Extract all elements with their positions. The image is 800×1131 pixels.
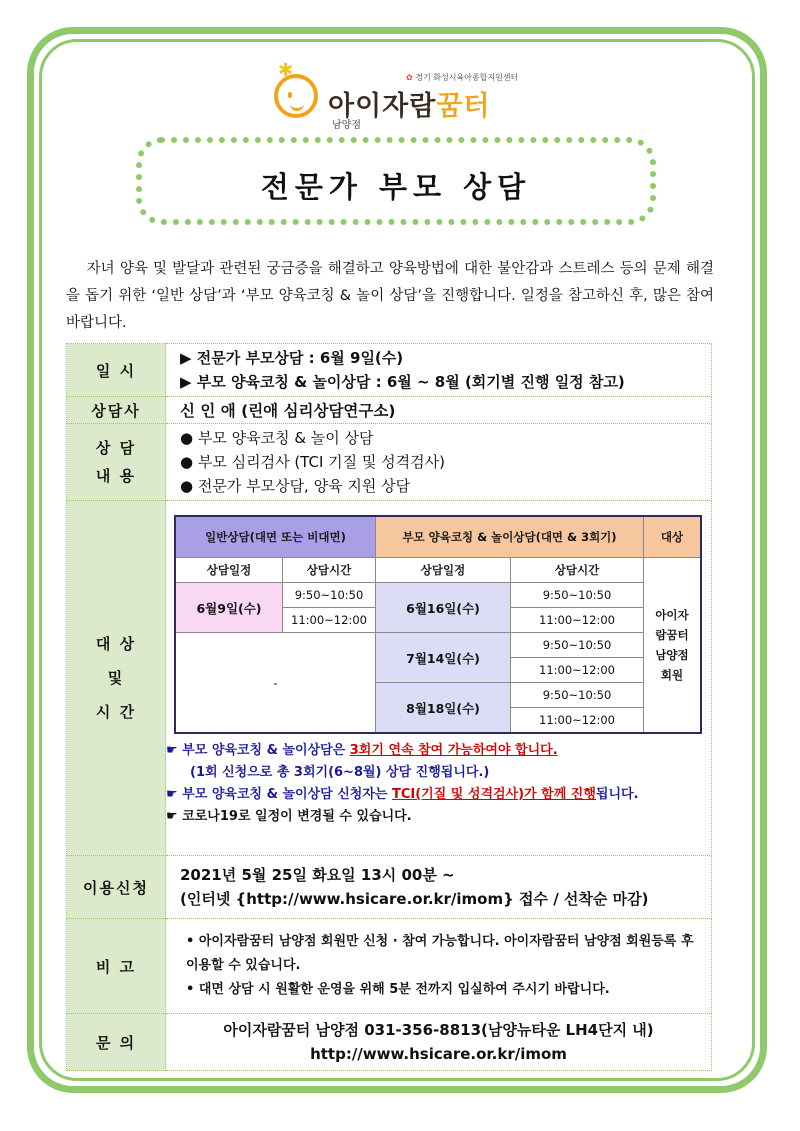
- schedule-table: [174, 515, 702, 734]
- label-counselor: 상담사: [67, 397, 166, 424]
- logo-branch: 남양점: [332, 120, 361, 131]
- coaching-date-2: 7월14일(수): [376, 633, 511, 683]
- label-date: 일 시: [67, 344, 166, 397]
- row-counselor: [67, 397, 712, 424]
- row-date: [67, 344, 712, 397]
- value-target: [166, 501, 712, 856]
- col-general-date: 상담일정: [175, 558, 283, 583]
- row-contact: [67, 1014, 712, 1071]
- info-table: [66, 343, 712, 1071]
- general-time-1: 9:50~10:50: [283, 583, 376, 608]
- row-target: [67, 501, 712, 856]
- general-date: 6월9일(수): [175, 583, 283, 633]
- logo: [272, 60, 532, 134]
- general-time-2: 11:00~12:00: [283, 608, 376, 633]
- label-contact: 문 의: [67, 1014, 166, 1071]
- header-general: 일반상담(대면 또는 비대면): [175, 516, 376, 558]
- row-apply: [67, 856, 712, 919]
- value-content: ● 부모 양육코칭 & 놀이 상담 ● 부모 심리검사 (TCI 기질 및 성격검사) ● 전문가 부모상담, 양육 지원 상담: [166, 424, 712, 501]
- smiley-face-icon: [274, 74, 318, 118]
- coaching-time-1b: 11:00~12:00: [511, 608, 644, 633]
- schedule-notes: [166, 740, 703, 828]
- star-icon: ✱: [278, 60, 294, 81]
- row-content: [67, 424, 712, 501]
- intro-paragraph: 자녀 양육 및 발달과 관련된 궁금증을 해결하고 양육방법에 대한 불안감과 스트레스 등의 문제 해결을 돕기 위한 ‘일반 상담’과 ‘부모 양육코칭 & 놀이 상담’을 진행합니다. 일정을 참고하신 후, 많은 참여바랍니다.: [66, 261, 714, 331]
- logo-name: 아이자람꿈터: [328, 91, 491, 122]
- page-title: 전문가 부모 상담: [260, 170, 532, 204]
- label-content: 상 담 내 용: [67, 424, 166, 501]
- row-remarks: [67, 919, 712, 1014]
- col-coaching-time: 상담시간: [511, 558, 644, 583]
- header-coaching: 부모 양육코칭 & 놀이상담(대면 & 3회기): [376, 516, 644, 558]
- general-empty: -: [175, 633, 376, 734]
- coaching-date-1: 6월16일(수): [376, 583, 511, 633]
- value-date: ▶ 전문가 부모상담 : 6월 9일(수) ▶ 부모 양육코칭 & 놀이상담 : 6월 ~ 8월 (회기별 진행 일정 참고): [166, 344, 712, 397]
- coaching-time-2b: 11:00~12:00: [511, 658, 644, 683]
- label-target: 대 상 및 시 간: [67, 501, 166, 856]
- header-target: 대상: [644, 516, 702, 558]
- value-remarks: • 아이자람꿈터 남양점 회원만 신청 · 참여 가능합니다. 아이자람꿈터 남양점 회원등록 후 이용할 수 있습니다. • 대면 상담 시 원활한 운영을 위해 5분 전까지 입실하여 주시기 바랍니다.: [166, 919, 712, 1014]
- coaching-time-2a: 9:50~10:50: [511, 633, 644, 658]
- note-2: ☛ 부모 양육코칭 & 놀이상담 신청자는 TCI(기질 및 성격검사)가 함께 진행됩니다.: [166, 787, 639, 802]
- col-general-time: 상담시간: [283, 558, 376, 583]
- note-3: ☛ 코로나19로 일정이 변경될 수 있습니다.: [166, 809, 412, 824]
- value-counselor: 신 인 애 (린애 심리상담연구소): [166, 397, 712, 424]
- label-apply: 이용신청: [67, 856, 166, 919]
- coaching-time-1a: 9:50~10:50: [511, 583, 644, 608]
- note-1: ☛ 부모 양육코칭 & 놀이상담은 3회기 연속 참여 가능하여야 합니다.: [166, 743, 558, 758]
- title-box: [136, 137, 656, 225]
- value-apply: 2021년 5월 25일 화요일 13시 00분 ~ (인터넷 {http://www.hsicare.or.kr/imom} 접수 / 선착순 마감): [166, 856, 712, 919]
- value-contact: 아이자람꿈터 남양점 031-356-8813(남양뉴타운 LH4단지 내) http://www.hsicare.or.kr/imom: [166, 1014, 712, 1071]
- note-1-sub: (1회 신청으로 총 3회기(6~8월) 상담 진행됩니다.): [190, 765, 490, 780]
- logo-org: ✿ 경기 화성시육아종합지원센터: [406, 73, 519, 82]
- target-cell: 아이자 람꿈터 남양점 회원: [644, 558, 702, 734]
- coaching-time-3a: 9:50~10:50: [511, 683, 644, 708]
- coaching-time-3b: 11:00~12:00: [511, 708, 644, 734]
- org-mark-icon: ✿: [406, 73, 413, 82]
- col-coaching-date: 상담일정: [376, 558, 511, 583]
- coaching-date-3: 8월18일(수): [376, 683, 511, 734]
- label-remarks: 비 고: [67, 919, 166, 1014]
